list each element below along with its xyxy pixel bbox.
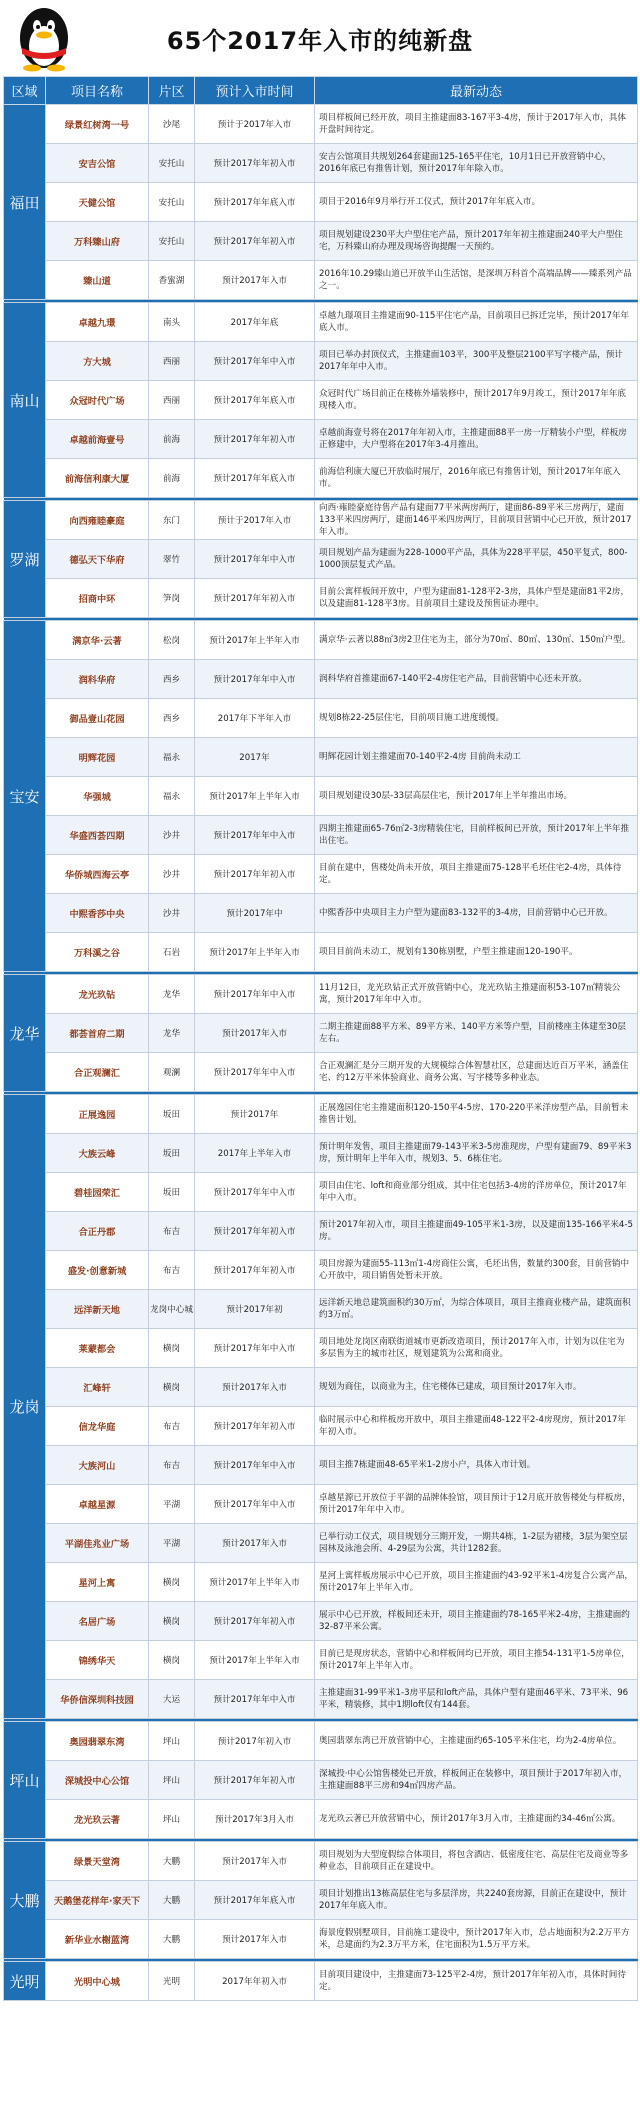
region-cell: 坪山 — [4, 1722, 46, 1839]
table-container — [3, 76, 637, 2001]
project-name-cell: 招商中环 — [46, 579, 149, 618]
table-row — [4, 1602, 638, 1641]
header — [0, 0, 640, 76]
header-latest-news: 最新动态 — [315, 77, 638, 105]
project-name-cell: 德弘天下华府 — [46, 540, 149, 579]
expected-time-cell: 预计2017年入市 — [195, 1842, 315, 1881]
table-row — [4, 1212, 638, 1251]
latest-news-cell: 明辉花园计划主推建面70-140平2-4房 目前尚未动工 — [315, 738, 638, 777]
project-name-cell: 华侨城西海云亭 — [46, 855, 149, 894]
expected-time-cell: 预计2017年3月入市 — [195, 1800, 315, 1839]
project-name-cell: 华强城 — [46, 777, 149, 816]
expected-time-cell: 预计2017年上半年入市 — [195, 621, 315, 660]
expected-time-cell: 预计2017年年中入市 — [195, 1680, 315, 1719]
area-cell: 前海 — [149, 420, 195, 459]
area-cell: 大鹏 — [149, 1842, 195, 1881]
project-name-cell: 碧桂园荣汇 — [46, 1173, 149, 1212]
table-row — [4, 1563, 638, 1602]
project-name-cell: 臻山道 — [46, 261, 149, 300]
expected-time-cell: 预计于2017年入市 — [195, 501, 315, 540]
project-name-cell: 名居广场 — [46, 1602, 149, 1641]
latest-news-cell: 龙光玖云著已开放营销中心，预计2017年3月入市，主推建面约34-46㎡公寓。 — [315, 1800, 638, 1839]
latest-news-cell: 海景度假别墅项目，目前施工建设中，预计2017年入市，总占地面积为2.2万平方米，总建面约为2.3万平方米，住宅面积为1.5万平方米。 — [315, 1920, 638, 1959]
area-cell: 翠竹 — [149, 540, 195, 579]
project-name-cell: 新华业水榭蓝湾 — [46, 1920, 149, 1959]
project-name-cell: 安吉公馆 — [46, 144, 149, 183]
area-cell: 西乡 — [149, 699, 195, 738]
expected-time-cell: 预计于2017年入市 — [195, 105, 315, 144]
latest-news-cell: 目前在建中，售楼处尚未开放，项目主推建面75-128平毛坯住宅2-4房，具体待定。 — [315, 855, 638, 894]
latest-news-cell: 众冠时代广场目前正在楼栋外墙装修中，预计2017年9月竣工，预计2017年年底现楼入市。 — [315, 381, 638, 420]
expected-time-cell: 预计2017年年中入市 — [195, 1329, 315, 1368]
expected-time-cell: 预计2017年年初入市 — [195, 579, 315, 618]
expected-time-cell: 预计2017年年初入市 — [195, 222, 315, 261]
latest-news-cell: 目前已是现房状态，营销中心和样板间均已开放，项目主推54-131平1-5房单位，预计2017年上半年入市。 — [315, 1641, 638, 1680]
area-cell: 布吉 — [149, 1212, 195, 1251]
header-region: 区域 — [4, 77, 46, 105]
area-cell: 坂田 — [149, 1134, 195, 1173]
area-cell: 松岗 — [149, 621, 195, 660]
expected-time-cell: 预计2017年年中入市 — [195, 1446, 315, 1485]
table-row — [4, 1290, 638, 1329]
latest-news-cell: 中熙香莎中央项目主力户型为建面83-132平的3-4房，目前营销中心已开放。 — [315, 894, 638, 933]
expected-time-cell: 预计2017年年初入市 — [195, 1212, 315, 1251]
table-row — [4, 1251, 638, 1290]
expected-time-cell: 预计2017年年中入市 — [195, 342, 315, 381]
project-name-cell: 御品壹山花园 — [46, 699, 149, 738]
area-cell: 福永 — [149, 777, 195, 816]
expected-time-cell: 预计2017年年中入市 — [195, 1485, 315, 1524]
project-name-cell: 华盛西荟四期 — [46, 816, 149, 855]
table-row — [4, 1761, 638, 1800]
expected-time-cell: 预计2017年中 — [195, 894, 315, 933]
project-name-cell: 合正丹郡 — [46, 1212, 149, 1251]
expected-time-cell: 2017年下半年入市 — [195, 699, 315, 738]
table-row — [4, 579, 638, 618]
latest-news-cell: 前海信利康大厦已开放临时展厅，2016年底已有推售计划，预计2017年年底入市。 — [315, 459, 638, 498]
area-cell: 横岗 — [149, 1602, 195, 1641]
project-name-cell: 卓越九璟 — [46, 303, 149, 342]
project-name-cell: 润科华府 — [46, 660, 149, 699]
region-cell: 大鹏 — [4, 1842, 46, 1959]
table-row — [4, 1962, 638, 2001]
area-cell: 坪山 — [149, 1722, 195, 1761]
region-cell: 龙华 — [4, 975, 46, 1092]
table-row — [4, 105, 638, 144]
project-table — [3, 76, 638, 2001]
table-row — [4, 1920, 638, 1959]
expected-time-cell: 预计2017年年中入市 — [195, 975, 315, 1014]
expected-time-cell: 预计2017年年初入市 — [195, 1407, 315, 1446]
table-row — [4, 1446, 638, 1485]
area-cell: 前海 — [149, 459, 195, 498]
latest-news-cell: 规划8栋22-25层住宅，目前项目施工进度缓慢。 — [315, 699, 638, 738]
expected-time-cell: 预计2017年年中入市 — [195, 540, 315, 579]
area-cell: 南头 — [149, 303, 195, 342]
table-row — [4, 1680, 638, 1719]
area-cell: 西丽 — [149, 381, 195, 420]
project-name-cell: 绿景红树湾一号 — [46, 105, 149, 144]
table-row — [4, 222, 638, 261]
area-cell: 观澜 — [149, 1053, 195, 1092]
area-cell: 坪山 — [149, 1800, 195, 1839]
expected-time-cell: 2017年 — [195, 738, 315, 777]
area-cell: 龙华 — [149, 975, 195, 1014]
table-row — [4, 1014, 638, 1053]
expected-time-cell: 预计2017年入市 — [195, 1524, 315, 1563]
table-row — [4, 1407, 638, 1446]
table-row — [4, 738, 638, 777]
latest-news-cell: 11月12日，龙光玖钻正式开放营销中心，龙光玖钻主推建面积53-107㎡精装公寓，预计2017年年中入市。 — [315, 975, 638, 1014]
area-cell: 布吉 — [149, 1446, 195, 1485]
area-cell: 横岗 — [149, 1563, 195, 1602]
table-row — [4, 420, 638, 459]
latest-news-cell: 项目规划产品为建面为228-1000平产品，具体为228平平层，450平复式，800-1000顶层复式产品。 — [315, 540, 638, 579]
expected-time-cell: 预计2017年入市 — [195, 1014, 315, 1053]
project-name-cell: 中熙香莎中央 — [46, 894, 149, 933]
expected-time-cell: 预计2017年年初入市 — [195, 855, 315, 894]
expected-time-cell: 预计2017年 — [195, 1095, 315, 1134]
area-cell: 横岗 — [149, 1368, 195, 1407]
table-row — [4, 975, 638, 1014]
area-cell: 横岗 — [149, 1641, 195, 1680]
latest-news-cell: 合正观澜汇是分三期开发的大规模综合体智慧社区，总建面达近百万平米，涵盖住宅、约12万平米体验商业、商务公寓、写字楼等多种业态。 — [315, 1053, 638, 1092]
project-name-cell: 天健公馆 — [46, 183, 149, 222]
latest-news-cell: 项目已举办封顶仪式，主推建面103平，300平及整层2100平写字楼产品，预计2017年年中入市。 — [315, 342, 638, 381]
area-cell: 平湖 — [149, 1485, 195, 1524]
region-cell: 龙岗 — [4, 1095, 46, 1719]
area-cell: 坂田 — [149, 1173, 195, 1212]
region-cell: 南山 — [4, 303, 46, 498]
project-name-cell: 都荟首府二期 — [46, 1014, 149, 1053]
expected-time-cell: 预计2017年年底入市 — [195, 459, 315, 498]
latest-news-cell: 2016年10.29臻山道已开放半山生活馆，是深圳万科首个高端品牌——臻系列产品之一。 — [315, 261, 638, 300]
project-name-cell: 远洋新天地 — [46, 1290, 149, 1329]
latest-news-cell: 满京华·云著以88㎡3房2卫住宅为主，部分为70㎡、80㎡、130㎡、150㎡户型。 — [315, 621, 638, 660]
latest-news-cell: 预计明年发售，项目主推建面79-143平米3-5房准现房，户型有建面79、89平米3房，预计明年上半年入市，规划3、5、6栋住宅。 — [315, 1134, 638, 1173]
latest-news-cell: 展示中心已开放，样板间还未开，项目主推建面约78-165平米2-4房，主推建面约32-87平米公寓。 — [315, 1602, 638, 1641]
expected-time-cell: 预计2017年年中入市 — [195, 816, 315, 855]
project-name-cell: 卓越星源 — [46, 1485, 149, 1524]
region-cell: 光明 — [4, 1962, 46, 2001]
table-row — [4, 855, 638, 894]
project-name-cell: 奥园翡翠东湾 — [46, 1722, 149, 1761]
project-name-cell: 汇峰轩 — [46, 1368, 149, 1407]
project-name-cell: 满京华·云著 — [46, 621, 149, 660]
latest-news-cell: 项目规划为大型度假综合体项目，将包含酒店、低密度住宅、高层住宅及商业等多种业态，目前项目正在建设中。 — [315, 1842, 638, 1881]
expected-time-cell: 预计2017年年初入市 — [195, 1251, 315, 1290]
latest-news-cell: 项目样板间已经开放，项目主推建面83-167平3-4房，预计于2017年入市，具体开盘时间待定。 — [315, 105, 638, 144]
expected-time-cell: 预计2017年年中入市 — [195, 1053, 315, 1092]
table-row — [4, 894, 638, 933]
area-cell: 大运 — [149, 1680, 195, 1719]
table-row — [4, 1053, 638, 1092]
area-cell: 横岗 — [149, 1329, 195, 1368]
latest-news-cell: 星河上寓样板房展示中心已开放，项目主推建面约43-92平米1-4房复合公寓产品，预计2017年上半年入市。 — [315, 1563, 638, 1602]
expected-time-cell: 预计2017年入市 — [195, 261, 315, 300]
project-name-cell: 前海信利康大厦 — [46, 459, 149, 498]
expected-time-cell: 预计2017年上半年入市 — [195, 933, 315, 972]
area-cell: 坪山 — [149, 1761, 195, 1800]
area-cell: 沙井 — [149, 894, 195, 933]
project-name-cell: 明辉花园 — [46, 738, 149, 777]
project-name-cell: 龙光玖云著 — [46, 1800, 149, 1839]
project-name-cell: 深城投中心公馆 — [46, 1761, 149, 1800]
latest-news-cell: 向西·雍睦豪庭待售产品有建面77平米两房两厅，建面86-89平米三房两厅，建面133平米四房两厅，建面146平米四房两厅，目前项目营销中心已开放，预计2017年入市。 — [315, 501, 638, 540]
area-cell: 沙井 — [149, 855, 195, 894]
latest-news-cell: 润科华府首推建面67-140平2-4房住宅产品，目前营销中心还未开放。 — [315, 660, 638, 699]
latest-news-cell: 项目主推7栋建面48-65平米1-2房小户，具体入市计划。 — [315, 1446, 638, 1485]
table-row — [4, 342, 638, 381]
project-name-cell: 合正观澜汇 — [46, 1053, 149, 1092]
project-name-cell: 众冠时代广场 — [46, 381, 149, 420]
expected-time-cell: 预计2017年年中入市 — [195, 660, 315, 699]
area-cell: 西乡 — [149, 660, 195, 699]
project-name-cell: 天鹅堡花样年·家天下 — [46, 1881, 149, 1920]
latest-news-cell: 临时展示中心和样板房开放中，项目主推建面48-122平2-4房现房，预计2017年年初入市。 — [315, 1407, 638, 1446]
area-cell: 西丽 — [149, 342, 195, 381]
expected-time-cell: 预计2017年上半年入市 — [195, 1563, 315, 1602]
latest-news-cell: 项目由住宅、loft和商业部分组成，其中住宅包括3-4房的洋房单位，预计2017年年中入市。 — [315, 1173, 638, 1212]
project-name-cell: 平湖佳兆业广场 — [46, 1524, 149, 1563]
latest-news-cell: 卓越九璟项目主推建面90-115平住宅产品，目前项目已拆迁完毕，预计2017年年底入市。 — [315, 303, 638, 342]
expected-time-cell: 预计2017年年底入市 — [195, 183, 315, 222]
latest-news-cell: 卓越前海壹号将在2017年年初入市，主推建面88平一房一厅精装小户型，样板房正修建中，大户型将在2017年3-4月推出。 — [315, 420, 638, 459]
project-name-cell: 锦绣华天 — [46, 1641, 149, 1680]
latest-news-cell: 目前项目建设中，主推建面73-125平2-4房，预计2017年年初入市，具体时间待定。 — [315, 1962, 638, 2001]
project-name-cell: 向西雍睦豪庭 — [46, 501, 149, 540]
table-row — [4, 1842, 638, 1881]
region-cell: 福田 — [4, 105, 46, 300]
expected-time-cell: 2017年年底 — [195, 303, 315, 342]
latest-news-cell: 正展逸园住宅主推建面积120-150平4-5房、170-220平米洋房型产品，目前暂未推售计划。 — [315, 1095, 638, 1134]
project-name-cell: 莱蒙都会 — [46, 1329, 149, 1368]
table-row — [4, 303, 638, 342]
area-cell: 香蜜湖 — [149, 261, 195, 300]
latest-news-cell: 项目规划建设230平大户型住宅产品，预计2017年年初主推建面240平大户型住宅，万科臻山府办理及现场咨询提醒一天预约。 — [315, 222, 638, 261]
region-cell: 宝安 — [4, 621, 46, 972]
latest-news-cell: 项目地处龙岗区南联街道城市更新改造项目，预计2017年入市，计划为以住宅为多层售为主的城市社区，规划建筑为公寓和商业。 — [315, 1329, 638, 1368]
latest-news-cell: 项目房源为建面55-113㎡1-4房商住公寓，毛坯出售，数量约300套，目前营销中心开放中，项目销售处暂未开放。 — [315, 1251, 638, 1290]
project-name-cell: 光明中心城 — [46, 1962, 149, 2001]
latest-news-cell: 预计2017年初入市，项目主推建面49-105平米1-3房，以及建面135-166平米4-5房。 — [315, 1212, 638, 1251]
expected-time-cell: 预计2017年上半年入市 — [195, 777, 315, 816]
table-row — [4, 381, 638, 420]
table-row — [4, 1524, 638, 1563]
project-name-cell: 方大城 — [46, 342, 149, 381]
latest-news-cell: 主推建面31-99平米1-3房平层和loft产品，具体户型有建面46平米、73平米、96平米，精装修，其中1期loft仅有144套。 — [315, 1680, 638, 1719]
area-cell: 安托山 — [149, 222, 195, 261]
project-name-cell: 卓越前海壹号 — [46, 420, 149, 459]
table-row — [4, 1800, 638, 1839]
area-cell: 布吉 — [149, 1251, 195, 1290]
area-cell: 光明 — [149, 1962, 195, 2001]
project-name-cell: 盛发·创意新城 — [46, 1251, 149, 1290]
project-name-cell: 万科臻山府 — [46, 222, 149, 261]
area-cell: 龙岗中心城 — [149, 1290, 195, 1329]
area-cell: 坂田 — [149, 1095, 195, 1134]
table-row — [4, 816, 638, 855]
table-row — [4, 1722, 638, 1761]
area-cell: 布吉 — [149, 1407, 195, 1446]
table-row — [4, 1095, 638, 1134]
latest-news-cell: 二期主推建面88平方米、89平方米、140平方米等户型，目前楼座主体建至30层左右。 — [315, 1014, 638, 1053]
table-row — [4, 540, 638, 579]
table-row — [4, 777, 638, 816]
table-row — [4, 1173, 638, 1212]
table-row — [4, 1485, 638, 1524]
table-row — [4, 699, 638, 738]
area-cell: 龙华 — [149, 1014, 195, 1053]
page-title: 65个2017年入市的纯新盘 — [166, 26, 474, 55]
table-row — [4, 933, 638, 972]
latest-news-cell: 四期主推建面65-76㎡2-3房精装住宅，目前样板间已开放，预计2017年上半年推出住宅。 — [315, 816, 638, 855]
expected-time-cell: 预计2017年年初入市 — [195, 1602, 315, 1641]
latest-news-cell: 已举行动工仪式，项目规划分三期开发，一期共4栋，1-2层为裙楼，3层为架空层园林及泳池会所、4-29层为公寓，共计1282套。 — [315, 1524, 638, 1563]
latest-news-cell: 项目目前尚未动工，规划有130栋别墅，户型主推建面120-190平。 — [315, 933, 638, 972]
penguin-logo-icon — [8, 4, 80, 72]
expected-time-cell: 预计2017年年初入市 — [195, 144, 315, 183]
project-name-cell: 星河上寓 — [46, 1563, 149, 1602]
area-cell: 笋岗 — [149, 579, 195, 618]
latest-news-cell: 项目规划建设30层-33层高层住宅，预计2017年上半年推出市场。 — [315, 777, 638, 816]
expected-time-cell: 预计2017年初 — [195, 1290, 315, 1329]
table-row — [4, 261, 638, 300]
table-row — [4, 144, 638, 183]
table-row — [4, 1134, 638, 1173]
expected-time-cell: 2017年年初入市 — [195, 1962, 315, 2001]
table-row — [4, 1329, 638, 1368]
latest-news-cell: 安吉公馆项目共规划264套建面125-165平住宅，10月1日已开放营销中心，2016年底已有推售计划，预计2017年年除入市。 — [315, 144, 638, 183]
latest-news-cell: 卓越星源已开放位于平湖的品牌体验馆，项目预计于12月底开放售楼处与样板房，预计2017年年中入市。 — [315, 1485, 638, 1524]
latest-news-cell: 项目计划推出13栋高层住宅与多层洋房，共2240套房源，目前正在建设中，预计2017年年底入市。 — [315, 1881, 638, 1920]
header-area: 片区 — [149, 77, 195, 105]
header-project-name: 项目名称 — [46, 77, 149, 105]
expected-time-cell: 预计2017年年初入市 — [195, 420, 315, 459]
expected-time-cell: 预计2017年入市 — [195, 1920, 315, 1959]
expected-time-cell: 预计2017年年底入市 — [195, 381, 315, 420]
project-name-cell: 大族云峰 — [46, 1134, 149, 1173]
expected-time-cell: 预计2017年入市 — [195, 1368, 315, 1407]
table-row — [4, 183, 638, 222]
project-name-cell: 大族河山 — [46, 1446, 149, 1485]
region-cell: 罗湖 — [4, 501, 46, 618]
latest-news-cell: 奥园翡翠东湾已开放营销中心，主推建面约65-105平米住宅，均为2-4房单位。 — [315, 1722, 638, 1761]
expected-time-cell: 预计2017年上半年入市 — [195, 1641, 315, 1680]
area-cell: 大鹏 — [149, 1920, 195, 1959]
expected-time-cell: 预计2017年初入市 — [195, 1722, 315, 1761]
area-cell: 平湖 — [149, 1524, 195, 1563]
project-name-cell: 龙光玖钻 — [46, 975, 149, 1014]
expected-time-cell: 2017年上半年入市 — [195, 1134, 315, 1173]
latest-news-cell: 规划为商住，以商业为主，住宅楼体已建成，项目预计2017年入市。 — [315, 1368, 638, 1407]
table-row — [4, 501, 638, 540]
expected-time-cell: 预计2017年年初入市 — [195, 1761, 315, 1800]
project-name-cell: 华侨信深圳科技园 — [46, 1680, 149, 1719]
table-row — [4, 1641, 638, 1680]
latest-news-cell: 深城投·中心公馆售楼处已开放，样板间正在装修中，项目预计于2017年初入市，主推建面88平三房和94㎡四房产品。 — [315, 1761, 638, 1800]
area-cell: 安托山 — [149, 144, 195, 183]
project-name-cell: 万科溪之谷 — [46, 933, 149, 972]
table-row — [4, 1368, 638, 1407]
area-cell: 大鹏 — [149, 1881, 195, 1920]
area-cell: 东门 — [149, 501, 195, 540]
area-cell: 福永 — [149, 738, 195, 777]
project-name-cell: 正展逸园 — [46, 1095, 149, 1134]
area-cell: 安托山 — [149, 183, 195, 222]
area-cell: 石岩 — [149, 933, 195, 972]
table-row — [4, 459, 638, 498]
table-row — [4, 621, 638, 660]
table-body — [4, 105, 638, 2001]
latest-news-cell: 目前公寓样板间开放中，户型为建面81-128平2-3房，具体户型是建面81平2房，以及建面81-128平3房。目前项目土建设及预售证办理中。 — [315, 579, 638, 618]
table-row — [4, 1881, 638, 1920]
table-header-row — [4, 77, 638, 105]
latest-news-cell: 项目于2016年9月举行开工仪式，预计2017年年底入市。 — [315, 183, 638, 222]
area-cell: 沙尾 — [149, 105, 195, 144]
header-expected-time: 预计入市时间 — [195, 77, 315, 105]
expected-time-cell: 预计2017年年中入市 — [195, 1173, 315, 1212]
table-row — [4, 660, 638, 699]
latest-news-cell: 远洋新天地总建筑面积约30万㎡，为综合体项目，项目主推商业楼产品，建筑面积约3万㎡。 — [315, 1290, 638, 1329]
project-name-cell: 信龙华庭 — [46, 1407, 149, 1446]
area-cell: 沙井 — [149, 816, 195, 855]
project-name-cell: 绿景天堂湾 — [46, 1842, 149, 1881]
expected-time-cell: 预计2017年年底入市 — [195, 1881, 315, 1920]
